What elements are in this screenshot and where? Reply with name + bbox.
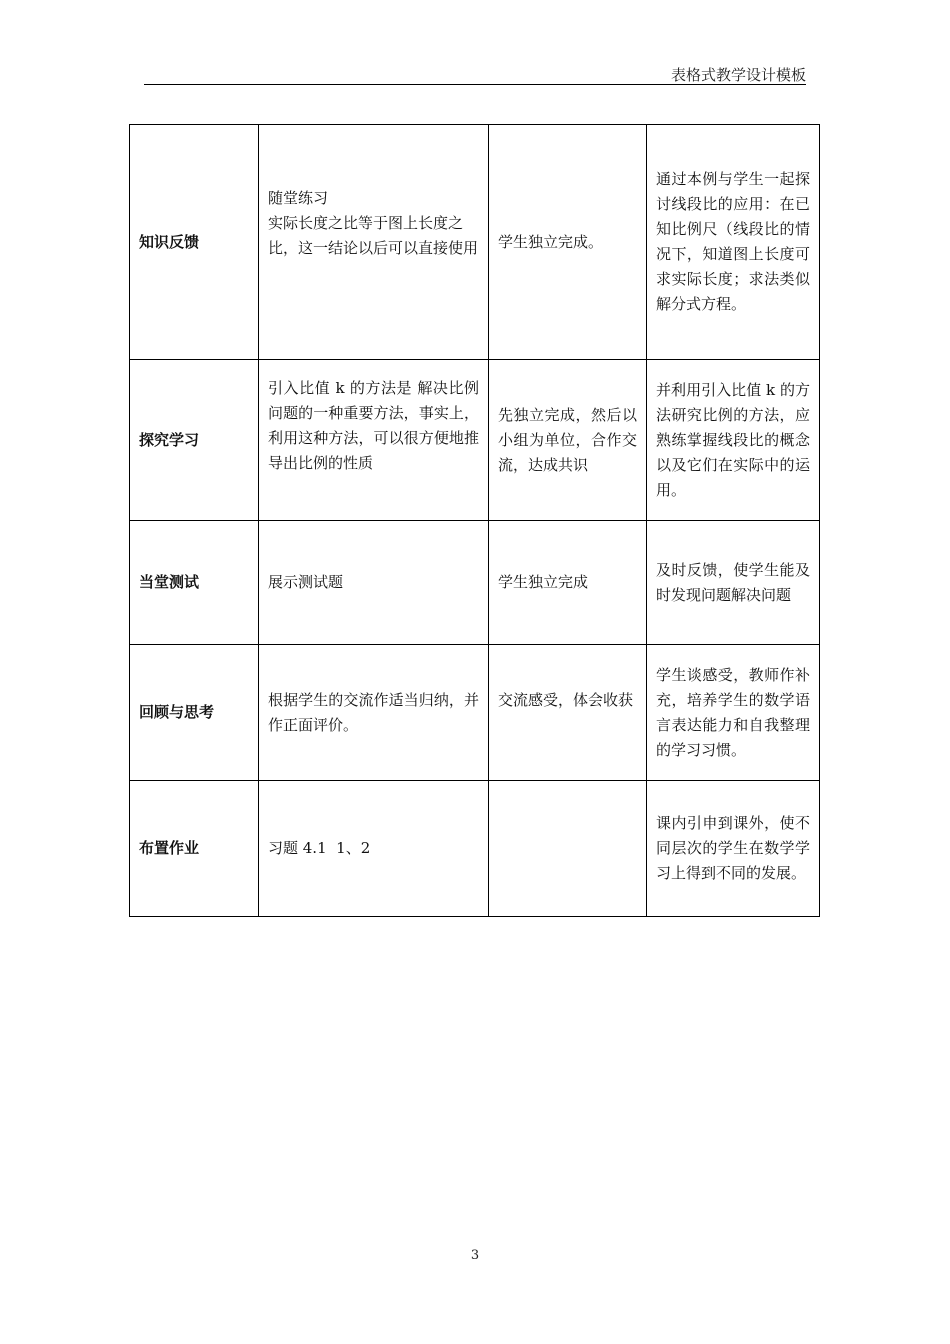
student-activity-cell: 先独立完成，然后以小组为单位，合作交流，达成共识: [489, 360, 647, 521]
design-intent-cell: 学生谈感受，教师作补充，培养学生的数学语言表达能力和自我整理的学习习惯。: [647, 645, 820, 781]
table-row: [130, 521, 820, 645]
table-row: [130, 645, 820, 781]
stage-cell: 知识反馈: [130, 125, 259, 360]
student-activity-cell: [489, 781, 647, 917]
header-rule: [144, 84, 806, 85]
teacher-activity-text: 引入比值 k 的方法是 解决比例问题的一种重要方法，事实上，利用这种方法，可以很方便地推导出比例的性质: [268, 379, 479, 472]
page-number: 3: [470, 1248, 480, 1263]
design-intent-cell: 并利用引入比值 k 的方法研究比例的方法，应熟练掌握线段比的概念以及它们在实际中的运用。: [647, 360, 820, 521]
document-header-title: 表格式教学设计模板: [670, 66, 806, 84]
teacher-activity-cell: [259, 360, 489, 521]
table-row: [130, 781, 820, 917]
teacher-activity-cell: [259, 125, 489, 360]
student-activity-cell: [489, 645, 647, 781]
stage-cell: 当堂测试: [130, 521, 259, 645]
stage-cell: 布置作业: [130, 781, 259, 917]
teacher-activity-cell: 展示测试题: [259, 521, 489, 645]
table-row: [130, 125, 820, 360]
design-intent-cell: 通过本例与学生一起探讨线段比的应用：在已知比例尺（线段比的情况下，知道图上长度可求实际长度；求法类似解分式方程。: [647, 125, 820, 360]
stage-cell: 探究学习: [130, 360, 259, 521]
design-intent-cell: 及时反馈，使学生能及时发现问题解决问题: [647, 521, 820, 645]
stage-cell: 回顾与思考: [130, 645, 259, 781]
table-row: [130, 360, 820, 521]
lesson-plan-table: [129, 124, 820, 917]
student-activity-cell: 学生独立完成。: [489, 125, 647, 360]
student-activity-cell: 学生独立完成: [489, 521, 647, 645]
teacher-activity-text: 随堂练习 实际长度之比等于图上长度之比，这一结论以后可以直接使用: [268, 188, 479, 257]
student-activity-text: 交流感受，体会收获: [498, 691, 634, 709]
teacher-activity-cell: 根据学生的交流作适当归纳，并作正面评价。: [259, 645, 489, 781]
design-intent-cell: 课内引申到课外，使不同层次的学生在数学学习上得到不同的发展。: [647, 781, 820, 917]
teacher-activity-cell: 习题 4.1 1、2: [259, 781, 489, 917]
